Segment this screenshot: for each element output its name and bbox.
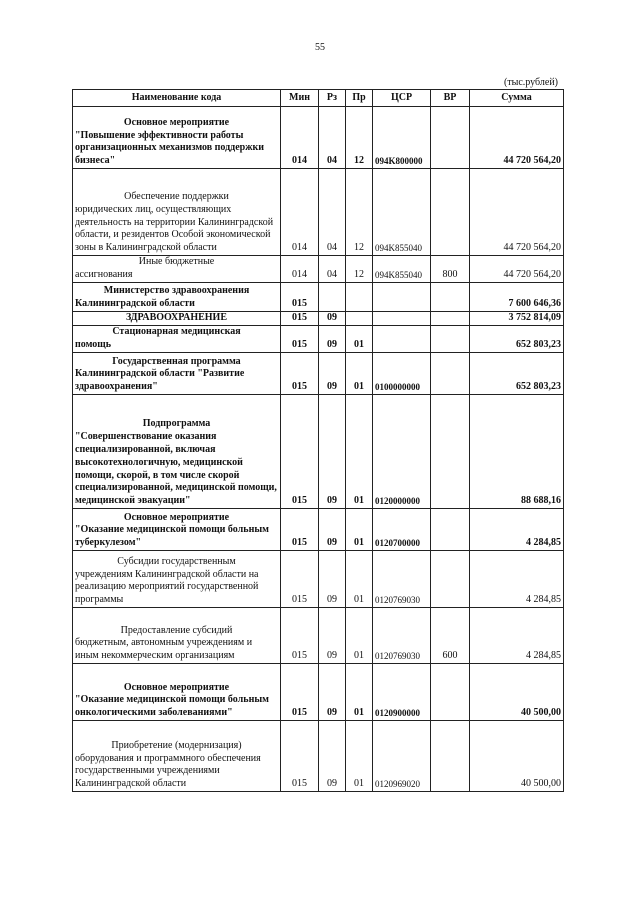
row-csr: 094K855040: [373, 256, 431, 283]
row-sum: 4 284,85: [470, 509, 564, 551]
row-pr: 01: [346, 551, 373, 608]
row-pr: 01: [346, 395, 373, 509]
row-name: [73, 509, 281, 551]
header-vr: ВР: [431, 90, 470, 107]
row-vr: [431, 107, 470, 169]
row-vr: [431, 395, 470, 509]
row-pr: 01: [346, 509, 373, 551]
row-min: 015: [281, 608, 319, 664]
row-name-first-line: Приобретение (модернизация): [111, 739, 242, 751]
row-pr: [346, 312, 373, 326]
row-sum: 40 500,00: [470, 664, 564, 721]
table-row: [73, 169, 564, 256]
row-sum: 4 284,85: [470, 551, 564, 608]
row-name-first-line: Подпрограмма: [142, 418, 211, 430]
row-sum: 40 500,00: [470, 721, 564, 792]
row-name: [73, 395, 281, 509]
row-sum: 44 720 564,20: [470, 107, 564, 169]
row-name: [73, 721, 281, 792]
row-name: [73, 312, 281, 326]
row-name-first-line: Предоставление субсидий: [120, 624, 233, 636]
row-rz: 04: [319, 107, 346, 169]
table-row: [73, 353, 564, 395]
row-vr: 800: [431, 256, 470, 283]
budget-table: [72, 89, 564, 792]
row-rz: [319, 283, 346, 312]
row-vr: [431, 353, 470, 395]
row-rz: 09: [319, 551, 346, 608]
row-name-rest: помощь: [75, 339, 111, 351]
table-row: [73, 107, 564, 169]
table-row: [73, 551, 564, 608]
row-pr: 01: [346, 664, 373, 721]
row-vr: [431, 326, 470, 353]
row-name: [73, 107, 281, 169]
row-name-rest: юридических лиц, осуществляющих деятельность на территории Калининградской области, и резидентов Особой экономической зоны в Калининградской области: [75, 203, 274, 254]
table-body: [73, 107, 564, 792]
row-rz: 09: [319, 721, 346, 792]
table-row: [73, 326, 564, 353]
row-name-rest: учреждениям Калининградской области на реализацию мероприятий государственной программы: [75, 568, 259, 606]
row-name-rest: "Повышение эффективности работы организационных механизмов поддержки бизнеса": [75, 129, 265, 167]
row-min: 015: [281, 551, 319, 608]
row-name-rest: Калининградской области: [75, 298, 195, 310]
page-number: 55: [315, 42, 325, 53]
table-row: [73, 721, 564, 792]
row-name-rest: бюджетным, автономным учреждениям и иным некоммерческим организациям: [75, 637, 253, 662]
row-sum: 7 600 646,36: [470, 283, 564, 312]
row-csr: 0120700000: [373, 509, 431, 551]
row-rz: 09: [319, 509, 346, 551]
row-rz: 04: [319, 169, 346, 256]
header-pr: Пр: [346, 90, 373, 107]
row-name: [73, 353, 281, 395]
row-pr: 01: [346, 721, 373, 792]
table-row: [73, 608, 564, 664]
row-vr: [431, 283, 470, 312]
row-name-rest: ассигнования: [75, 269, 133, 281]
row-csr: [373, 283, 431, 312]
row-name: [73, 326, 281, 353]
row-min: 014: [281, 169, 319, 256]
row-min: 015: [281, 283, 319, 312]
table-row: [73, 509, 564, 551]
row-pr: 01: [346, 326, 373, 353]
row-rz: 04: [319, 256, 346, 283]
row-pr: [346, 283, 373, 312]
row-sum: 88 688,16: [470, 395, 564, 509]
row-name-rest: "Оказание медицинской помощи больным туберкулезом": [75, 524, 269, 549]
row-name: [73, 256, 281, 283]
row-rz: 09: [319, 312, 346, 326]
row-pr: 12: [346, 256, 373, 283]
row-rz: 09: [319, 664, 346, 721]
row-name-rest: Калининградской области "Развитие здравоохранения": [75, 368, 245, 393]
row-csr: [373, 312, 431, 326]
header-csr: ЦСР: [373, 90, 431, 107]
row-vr: [431, 721, 470, 792]
table-row: [73, 395, 564, 509]
row-rz: 09: [319, 353, 346, 395]
row-rz: 09: [319, 608, 346, 664]
row-vr: [431, 169, 470, 256]
row-csr: 0100000000: [373, 353, 431, 395]
row-name-rest: "Совершенствование оказания специализированной, включая высокотехнологичную, медицинской помощи, скорой, в том числе скорой специализированной, медицинской помощи, медицинской эвакуации": [75, 431, 277, 507]
row-vr: [431, 664, 470, 721]
row-name: [73, 169, 281, 256]
header-rz: Рз: [319, 90, 346, 107]
table-header-row: [73, 90, 564, 107]
row-min: 015: [281, 395, 319, 509]
table-row: [73, 256, 564, 283]
row-min: 015: [281, 312, 319, 326]
row-rz: 09: [319, 395, 346, 509]
row-sum: 3 752 814,09: [470, 312, 564, 326]
row-name: [73, 608, 281, 664]
row-vr: 600: [431, 608, 470, 664]
row-name: [73, 283, 281, 312]
row-vr: [431, 509, 470, 551]
row-csr: [373, 326, 431, 353]
row-csr: 0120769030: [373, 608, 431, 664]
row-vr: [431, 312, 470, 326]
row-min: 015: [281, 509, 319, 551]
row-min: 014: [281, 107, 319, 169]
table-row: [73, 664, 564, 721]
row-name-first-line: Министерство здравоохранения: [103, 285, 250, 297]
row-sum: 4 284,85: [470, 608, 564, 664]
row-sum: 44 720 564,20: [470, 256, 564, 283]
row-min: 015: [281, 721, 319, 792]
header-sum: Сумма: [470, 90, 564, 107]
row-csr: 094K800000: [373, 107, 431, 169]
row-name-first-line: ЗДРАВООХРАНЕНИЕ: [126, 312, 227, 324]
row-min: 015: [281, 664, 319, 721]
row-name-first-line: Основное мероприятие: [123, 116, 230, 128]
row-name-rest: "Оказание медицинской помощи больным онкологическими заболеваниями": [75, 694, 269, 719]
row-csr: 0120000000: [373, 395, 431, 509]
row-min: 015: [281, 353, 319, 395]
row-min: 015: [281, 326, 319, 353]
row-csr: 0120900000: [373, 664, 431, 721]
table-row: [73, 283, 564, 312]
row-name: [73, 551, 281, 608]
row-sum: 652 803,23: [470, 326, 564, 353]
row-sum: 44 720 564,20: [470, 169, 564, 256]
row-min: 014: [281, 256, 319, 283]
units-label: (тыс.рублей): [503, 77, 558, 88]
row-name: [73, 664, 281, 721]
row-pr: 01: [346, 608, 373, 664]
row-name-first-line: Основное мероприятие: [123, 681, 230, 693]
row-name-first-line: Стационарная медицинская: [112, 326, 241, 338]
row-vr: [431, 551, 470, 608]
table-row: [73, 312, 564, 326]
row-name-first-line: Государственная программа: [112, 355, 241, 367]
row-name-first-line: Обеспечение поддержки: [124, 191, 229, 203]
row-name-first-line: Иные бюджетные: [138, 256, 215, 268]
row-name-first-line: Субсидии государственным: [117, 555, 236, 567]
row-csr: 0120769030: [373, 551, 431, 608]
row-name-rest: оборудования и программного обеспечения государственными учреждениями Калининградской области: [75, 752, 261, 790]
header-name: Наименование кода: [73, 90, 281, 107]
row-csr: 0120969020: [373, 721, 431, 792]
row-sum: 652 803,23: [470, 353, 564, 395]
row-pr: 12: [346, 107, 373, 169]
row-csr: 094K855040: [373, 169, 431, 256]
row-rz: 09: [319, 326, 346, 353]
row-pr: 12: [346, 169, 373, 256]
header-min: Мин: [281, 90, 319, 107]
row-name-first-line: Основное мероприятие: [123, 511, 230, 523]
row-pr: 01: [346, 353, 373, 395]
